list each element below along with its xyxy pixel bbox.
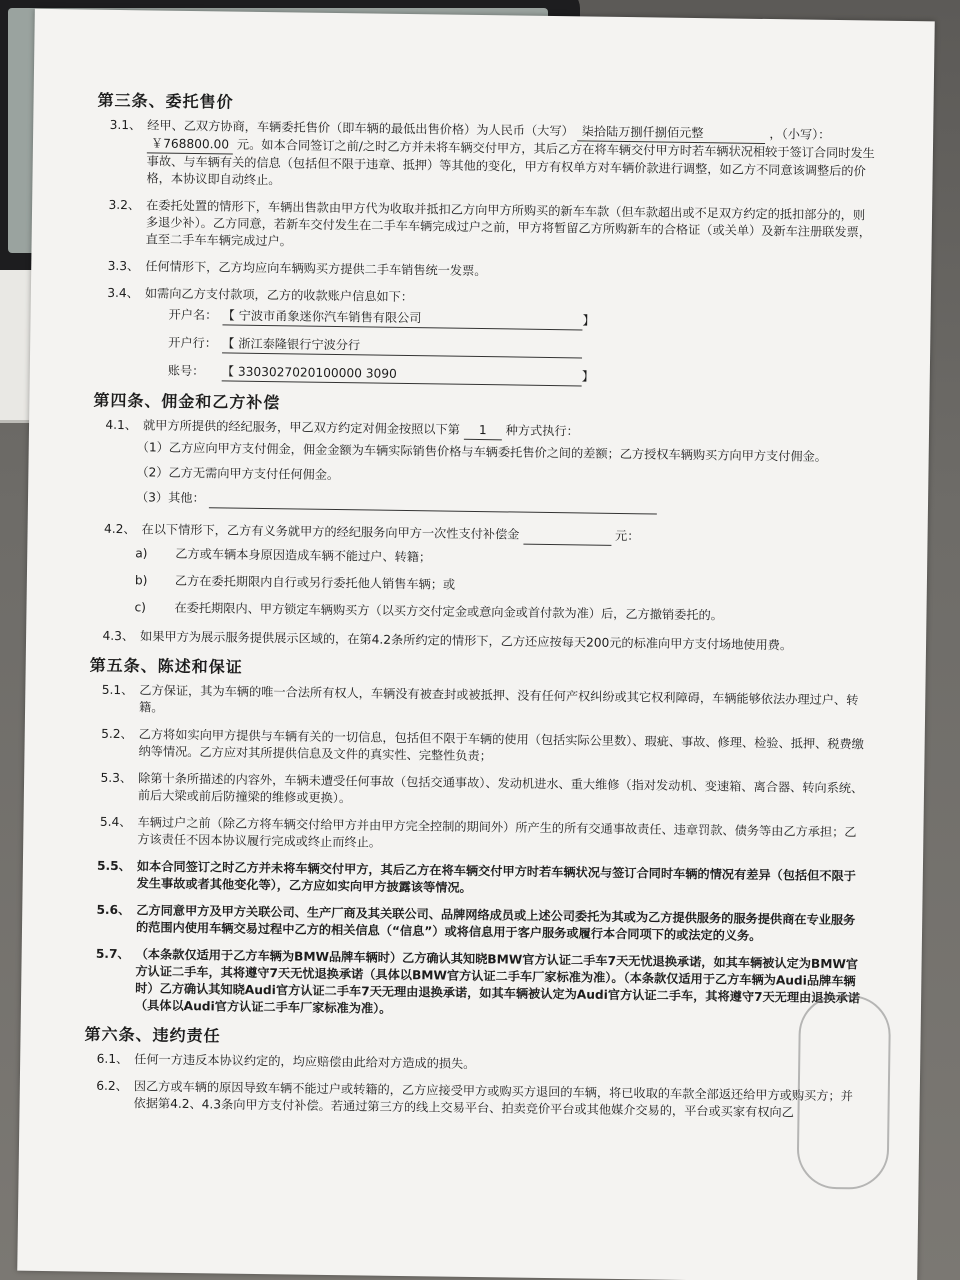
clause-number: 4.1、 <box>105 417 138 433</box>
account-value: 【 浙江泰隆银行宁波分行 <box>222 335 582 358</box>
clause-3-1 <box>96 117 877 198</box>
item-letter: c) <box>134 600 147 615</box>
clause-text: （本条款仅适用于乙方车辆为BMW品牌车辆时）乙方确认其知晓BMW官方认证二手车7天无忧退换承诺，如其车辆被认定为BMW官方认证二手车，其将遵守7天无忧退换承诺（具体以BMW官方认证二手车厂家标准为准）。（本条款仅适用于乙方车辆为Audi品牌车辆时）乙方确认其知晓Audi官方认证二手车7天无理由退换承诺，如其车辆被认定为Audi官方认证二手车，其将遵守7天无理由退换承诺（具体以Audi官方认证二手车厂家标准为准）。 <box>134 947 861 1016</box>
account-label: 开户行： <box>168 335 218 351</box>
clause-text: 除第十条所描述的内容外，车辆未遭受任何事故（包括交通事故）、发动机进水、重大维修（指对发动机、变速箱、离合器、转向系统、前后大梁或前后防撞梁的维修或更换）。 <box>137 771 864 806</box>
clause-3-3 <box>95 258 875 286</box>
clause-text: 元： <box>615 528 640 544</box>
clause-text: 种方式执行： <box>505 423 579 439</box>
option-3-label: （3）其他： <box>135 490 205 506</box>
clause-text: 元。如本合同签订之前/之时乙方并未将车辆交付甲方，其后乙方在将车辆交付甲方时若车辆状况相较于签订合同时发生事故、与车辆有关的信息（包括但不限于违章、抵押）等其他的变化，甲方有权单方对车辆价款进行调整，如乙方不同意该调整后的价格，本协议即自动终止。 <box>146 137 875 188</box>
account-bank-row <box>168 335 874 363</box>
account-label: 账号： <box>167 363 205 379</box>
clause-6-1 <box>84 1051 864 1079</box>
clause-number: 3.3、 <box>107 258 140 274</box>
section-3-title: 第三条、委托售价 <box>97 90 234 112</box>
clause-number: 5.5、 <box>97 858 131 874</box>
item-letter: a) <box>135 546 148 561</box>
item-text: 在委托期限内、甲方锁定车辆购买方（以买方交付定金或意向金或首付款为准）后，乙方撤销委托的。 <box>174 600 723 623</box>
contract-page <box>17 9 935 1280</box>
account-label: 开户名： <box>168 307 218 323</box>
clause-4-3 <box>90 628 870 656</box>
clause-number: 5.3、 <box>100 770 133 786</box>
clause-text: 乙方将如实向甲方提供与车辆有关的一切信息，包括但不限于车辆的使用（包括实际公里数）、瑕疵、事故、修理、检验、抵押、税费缴纳等情况。乙方应对其所提供信息及文件的真实性、完整性负责； <box>138 727 864 764</box>
clause-text: 因乙方或车辆的原因导致车辆不能过户或转籍的，乙方应接受甲方或购买方退回的车辆，将已收取的车款全部返还给甲方或购买方；并依据第4.2、4.3条向甲方支付补偿。若通过第三方的线上交易平台、拍卖竞价平台或其他媒介交易的，平台或买家有权向乙 <box>133 1079 853 1120</box>
account-value: 【 宁波市甬象迷你汽车销售有限公司 <box>222 307 582 330</box>
option-3 <box>136 489 872 517</box>
clause-text: 乙方保证，其为车辆的唯一合法所有权人，车辆没有被查封或被抵押、没有任何产权纠纷或其它权利障碍，车辆能够依法办理过户、转籍。 <box>139 683 859 715</box>
clause-5-3 <box>88 770 868 815</box>
clause-number: 5.4、 <box>99 814 132 830</box>
clause-5-1 <box>89 682 869 727</box>
clause-text: ，（小写）： <box>769 127 831 142</box>
clause-text: 就甲方所提供的经纪服务，甲乙双方约定对佣金按照以下第 <box>142 418 460 437</box>
clause-number: 3.2、 <box>108 197 141 213</box>
section-4-title: 第四条、佣金和乙方补偿 <box>93 390 281 413</box>
section-6-title: 第六条、违约责任 <box>84 1024 221 1046</box>
clause-number: 5.2、 <box>101 726 133 742</box>
clause-number: 6.1、 <box>96 1051 129 1067</box>
clause-text: 如果甲方为展示服务提供展示区域的，在第4.2条所约定的情形下，乙方还应按每天200元的标准向甲方支付场地使用费。 <box>140 629 793 653</box>
account-value: 【 3303027020100000 3090 <box>222 363 582 386</box>
clause-5-5 <box>87 858 867 903</box>
option-3-blank <box>208 490 656 514</box>
clause-3-2 <box>96 197 877 259</box>
clause-4-2 <box>91 521 871 550</box>
section-5-title: 第五条、陈述和保证 <box>89 655 243 677</box>
account-number-row <box>168 363 874 391</box>
item-letter: b) <box>134 573 148 588</box>
contract-content <box>83 80 877 1133</box>
clause-5-6 <box>86 902 866 947</box>
clause-5-4 <box>87 814 867 859</box>
clause-number: 4.3、 <box>102 628 135 644</box>
clause-text: 车辆过户之前（除乙方将车辆交付给甲方并由甲方完全控制的期间外）所产生的所有交通事故责任、违章罚款、债务等由乙方承担；乙方该责任不因本协议履行完成或终止而终止。 <box>137 815 857 850</box>
clause-number: 6.2、 <box>96 1078 128 1094</box>
clause-number: 5.6、 <box>96 902 131 918</box>
bracket-close: 】 <box>582 313 595 328</box>
clause-text: 如需向乙方支付款项，乙方的收款账户信息如下： <box>144 286 414 305</box>
clause-5-7 <box>85 946 866 1025</box>
item-text: 乙方在委托期限内自行或另行委托他人销售车辆；或 <box>174 573 456 592</box>
item-text: 乙方或车辆本身原因造成车辆不能过户、转籍； <box>175 546 432 565</box>
clause-number: 4.2、 <box>103 521 136 537</box>
clause-text: 在委托处置的情形下，车辆出售款由甲方代为收取并抵扣乙方向甲方所购买的新车车款（但车款超出或不足双方约定的抵扣部分的，则多退少补）。乙方同意，若新车交付发生在二手车车辆完成过户之前，甲方将暂留乙方所购新车的合格证（或关单）及新车注册联发票，直至二手车车辆完成过户。 <box>145 198 872 249</box>
clause-text: 在以下情形下，乙方有义务就甲方的经纪服务向甲方一次性支付补偿金 <box>141 522 520 542</box>
clause-text: 任何一方违反本协议约定的，均应赔偿由此给对方造成的损失。 <box>134 1052 476 1072</box>
clause-number: 5.7、 <box>95 946 130 962</box>
option-1: （1）乙方应向甲方支付佣金，佣金金额为车辆实际销售价格与车辆委托售价之间的差额；乙方授权车辆购买方向甲方支付佣金。 <box>136 440 828 464</box>
clause-text: 经甲、乙双方协商，车辆委托售价（即车辆的最低出售价格）为人民币（大写） <box>147 118 574 139</box>
option-2: （2）乙方无需向甲方支付任何佣金。 <box>136 465 340 483</box>
compensation-blank <box>523 527 611 546</box>
item-c <box>134 599 870 626</box>
clause-number: 5.1、 <box>101 682 134 698</box>
price-lowercase: ￥768800.00 <box>147 135 233 154</box>
price-uppercase: 柒拾陆万捌仟捌佰元整 <box>577 123 765 144</box>
item-a <box>135 545 871 572</box>
bracket-close: 】 <box>581 369 595 384</box>
item-b <box>135 572 871 599</box>
company-seal-stamp <box>796 995 891 1190</box>
clause-number: 3.4、 <box>107 285 139 301</box>
clause-text: 乙方同意甲方及甲方关联公司、生产厂商及其关联公司、品牌网络成员或上述公司委托为其或为乙方提供服务的服务提供商在专业服务的范围内使用车辆交易过程中乙方的相关信息（“信息”）或将信息用于客户服务或履行本合同项下的或法定的义务。 <box>135 903 856 944</box>
clause-6-2 <box>83 1078 863 1123</box>
commission-choice: 1 <box>464 422 502 441</box>
clause-text: 如本合同签订之时乙方并未将车辆交付甲方，其后乙方在将车辆交付甲方时若车辆状况与签订合同时车辆的情况有差异（包括但不限于发生事故或者其他变化等），乙方应如实向甲方披露该等情况。 <box>136 859 856 895</box>
clause-text: 任何情形下，乙方均应向车辆购买方提供二手车销售统一发票。 <box>145 259 487 279</box>
clause-5-2 <box>88 726 868 771</box>
clause-number: 3.1、 <box>109 117 142 133</box>
